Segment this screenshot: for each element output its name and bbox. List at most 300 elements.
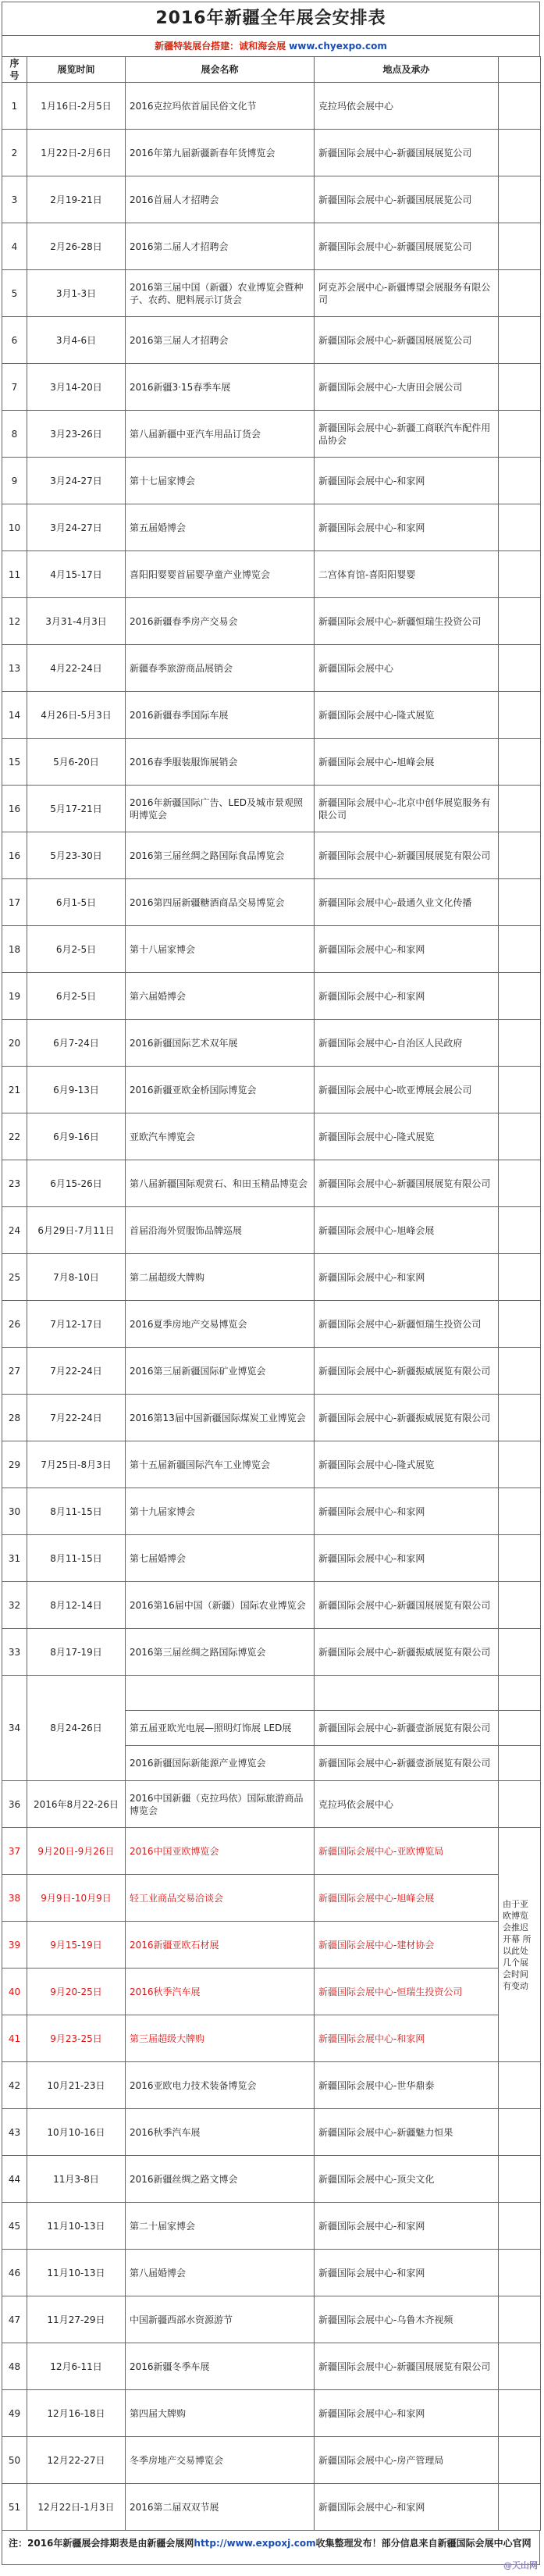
table-row xyxy=(2,1020,541,1067)
row-number: 9 xyxy=(2,458,27,504)
row-date: 11月3-8日 xyxy=(27,2156,126,2203)
row-venue-organizer: 新疆国际会展中心-新疆工商联汽车配件用品协会 xyxy=(315,411,499,458)
table-row xyxy=(2,1629,541,1676)
col-header-no: 序号 xyxy=(2,57,27,83)
row-number: 38 xyxy=(2,1875,27,1922)
col-header-place: 地点及承办 xyxy=(315,57,499,83)
table-row xyxy=(2,1301,541,1348)
row-venue-organizer: 新疆国际会展中心-隆式展览 xyxy=(315,692,499,739)
table-row xyxy=(2,411,541,458)
row-date: 12月22日-1月3日 xyxy=(27,2484,126,2531)
row-exhibition-name: 冬季房地产交易博览会 xyxy=(126,2437,315,2484)
row-venue-organizer: 新疆国际会展中心-旭峰会展 xyxy=(315,739,499,786)
row-note-cell xyxy=(499,130,541,176)
row-date: 10月21-23日 xyxy=(27,2062,126,2109)
row-note-cell xyxy=(499,2250,541,2296)
row-number: 4 xyxy=(2,223,27,270)
row-date: 6月7-24日 xyxy=(27,1020,126,1067)
row-venue-organizer: 新疆国际会展中心-新疆国展展览有限公司 xyxy=(315,2343,499,2390)
footer-note xyxy=(2,2531,540,2565)
row-exhibition-name: 2016首届人才招聘会 xyxy=(126,176,315,223)
row-exhibition-name: 2016第三届人才招聘会 xyxy=(126,317,315,364)
col-header-note xyxy=(499,57,541,83)
row-date: 7月12-17日 xyxy=(27,1301,126,1348)
table-row xyxy=(2,1395,541,1441)
row-date: 10月10-16日 xyxy=(27,2109,126,2156)
row-exhibition-name: 第八届新疆中亚汽车用品订货会 xyxy=(126,411,315,458)
row-exhibition-name: 第五届婚博会 xyxy=(126,504,315,551)
row-number: 46 xyxy=(2,2250,27,2296)
row-venue-organizer: 新疆国际会展中心-顶尖文化 xyxy=(315,2156,499,2203)
row-note-cell xyxy=(499,2390,541,2437)
row-venue-organizer: 新疆国际会展中心-和家网 xyxy=(315,2484,499,2531)
col-header-name: 展会名称 xyxy=(126,57,315,83)
row-date: 6月15-26日 xyxy=(27,1160,126,1207)
row-number: 5 xyxy=(2,270,27,317)
row-date: 1月22日-2月6日 xyxy=(27,130,126,176)
row-note-cell xyxy=(499,739,541,786)
row-note-cell xyxy=(499,1746,541,1781)
row-date: 3月1-3日 xyxy=(27,270,126,317)
table-row xyxy=(2,1582,541,1629)
row-exhibition-name: 2016第三届丝绸之路国际博览会 xyxy=(126,1629,315,1676)
row-note-cell xyxy=(499,2156,541,2203)
row-exhibition-name: 轻工业商品交易洽谈会 xyxy=(126,1875,315,1922)
row-date: 9月23-25日 xyxy=(27,2015,126,2062)
row-exhibition-name: 2016新疆冬季车展 xyxy=(126,2343,315,2390)
row-exhibition-name: 第三届超级大牌购 xyxy=(126,2015,315,2062)
row-venue-organizer: 新疆国际会展中心-新疆恒瑞生投资公司 xyxy=(315,598,499,645)
row-venue-organizer: 克拉玛依会展中心 xyxy=(315,83,499,130)
row-note-cell xyxy=(499,2109,541,2156)
row-exhibition-name: 第十七届家博会 xyxy=(126,458,315,504)
row-note-cell xyxy=(499,1067,541,1113)
row-venue-organizer: 新疆国际会展中心-新疆国展展览有限公司 xyxy=(315,1582,499,1629)
row-date: 11月27-29日 xyxy=(27,2296,126,2343)
table-row xyxy=(2,1488,541,1535)
row-exhibition-name xyxy=(126,1676,315,1711)
row-venue-organizer: 新疆国际会展中心-新疆国展展览公司 xyxy=(315,317,499,364)
table-row xyxy=(2,83,541,130)
row-note-cell xyxy=(499,1629,541,1676)
row-date: 2月26-28日 xyxy=(27,223,126,270)
row-note-cell xyxy=(499,973,541,1020)
table-row xyxy=(2,1781,541,1828)
row-number: 13 xyxy=(2,645,27,692)
row-note-cell xyxy=(499,1535,541,1582)
row-number: 7 xyxy=(2,364,27,411)
table-row xyxy=(2,504,541,551)
table-row xyxy=(2,879,541,926)
table-row xyxy=(2,1348,541,1395)
row-note-cell xyxy=(499,411,541,458)
row-note-cell xyxy=(499,1488,541,1535)
row-number: 34 xyxy=(2,1676,27,1781)
row-note-cell xyxy=(499,1395,541,1441)
row-date: 9月9日-10月9日 xyxy=(27,1875,126,1922)
row-number: 19 xyxy=(2,973,27,1020)
table-row xyxy=(2,1254,541,1301)
row-date: 9月15-19日 xyxy=(27,1922,126,1969)
table-row xyxy=(2,2343,541,2390)
row-venue-organizer: 克拉玛依会展中心 xyxy=(315,1781,499,1828)
row-exhibition-name: 第五届亚欧光电展—照明灯饰展 LED展 xyxy=(126,1711,315,1746)
row-venue-organizer: 新疆国际会展中心-自治区人民政府 xyxy=(315,1020,499,1067)
row-venue-organizer: 新疆国际会展中心-新疆魅力恒果 xyxy=(315,2109,499,2156)
row-exhibition-name: 第二届超级大牌购 xyxy=(126,1254,315,1301)
table-row xyxy=(2,2390,541,2437)
row-venue-organizer: 新疆国际会展中心-和家网 xyxy=(315,2203,499,2250)
row-exhibition-name: 2016夏季房地产交易博览会 xyxy=(126,1301,315,1348)
row-note-cell xyxy=(499,1676,541,1711)
table-row xyxy=(2,973,541,1020)
row-number: 41 xyxy=(2,2015,27,2062)
row-number: 14 xyxy=(2,692,27,739)
row-venue-organizer: 新疆国际会展中心-房产管理局 xyxy=(315,2437,499,2484)
table-row xyxy=(2,2109,541,2156)
row-number: 1 xyxy=(2,83,27,130)
schedule-sheet xyxy=(2,2,540,2565)
row-date: 6月2-5日 xyxy=(27,926,126,973)
table-row xyxy=(2,2203,541,2250)
row-venue-organizer: 新疆国际会展中心-建材协会 xyxy=(315,1922,499,1969)
table-row xyxy=(2,1441,541,1488)
row-number: 37 xyxy=(2,1828,27,1875)
row-number: 29 xyxy=(2,1441,27,1488)
subtitle-text: 新疆特装展台搭建：诚和海会展 xyxy=(155,41,286,52)
row-exhibition-name: 2016新疆国际艺术双年展 xyxy=(126,1020,315,1067)
row-date: 6月1-5日 xyxy=(27,879,126,926)
row-date: 5月23-30日 xyxy=(27,832,126,879)
row-note-cell xyxy=(499,551,541,598)
table-row xyxy=(2,926,541,973)
row-exhibition-name: 2016新疆亚欧石材展 xyxy=(126,1922,315,1969)
row-note-cell xyxy=(499,176,541,223)
row-note-cell xyxy=(499,1301,541,1348)
footer-suffix: 收集整理发布！部分信息来自新疆国际会展中心官网 xyxy=(315,2538,532,2549)
row-number: 36 xyxy=(2,1781,27,1828)
row-venue-organizer: 新疆国际会展中心-和家网 xyxy=(315,2250,499,2296)
row-venue-organizer: 新疆国际会展中心-新疆壹浙展览有限公司 xyxy=(315,1746,499,1781)
row-number: 43 xyxy=(2,2109,27,2156)
row-exhibition-name: 2016第三届中国（新疆）农业博览会暨种子、农药、肥料展示订货会 xyxy=(126,270,315,317)
row-venue-organizer: 新疆国际会展中心-大唐田会展公司 xyxy=(315,364,499,411)
row-exhibition-name: 2016中国新疆（克拉玛依）国际旅游商品博览会 xyxy=(126,1781,315,1828)
row-number: 27 xyxy=(2,1348,27,1395)
row-note-cell xyxy=(499,2062,541,2109)
row-exhibition-name: 第十五届新疆国际汽车工业博览会 xyxy=(126,1441,315,1488)
table-row xyxy=(2,598,541,645)
row-date: 2月19-21日 xyxy=(27,176,126,223)
row-note-cell xyxy=(499,692,541,739)
row-number: 40 xyxy=(2,1969,27,2015)
row-venue-organizer: 新疆国际会展中心-新疆壹浙展览有限公司 xyxy=(315,1711,499,1746)
row-date: 11月10-13日 xyxy=(27,2250,126,2296)
row-number: 47 xyxy=(2,2296,27,2343)
row-number: 3 xyxy=(2,176,27,223)
row-date: 12月16-18日 xyxy=(27,2390,126,2437)
row-venue-organizer: 新疆国际会展中心-新疆国展展览公司 xyxy=(315,176,499,223)
row-exhibition-name: 2016新疆丝绸之路文博会 xyxy=(126,2156,315,2203)
row-date: 9月20日-9月26日 xyxy=(27,1828,126,1875)
row-note-cell xyxy=(499,1441,541,1488)
row-date: 3月24-27日 xyxy=(27,458,126,504)
row-number: 49 xyxy=(2,2390,27,2437)
row-exhibition-name: 2016第四届新疆糖酒商品交易博览会 xyxy=(126,879,315,926)
row-note-cell xyxy=(499,2296,541,2343)
table-body-part2 xyxy=(2,1781,541,2531)
row-number: 16 xyxy=(2,832,27,879)
row-number: 33 xyxy=(2,1629,27,1676)
table-header xyxy=(2,57,541,83)
row-exhibition-name: 第十九届家博会 xyxy=(126,1488,315,1535)
row-date: 3月4-6日 xyxy=(27,317,126,364)
row-venue-organizer: 新疆国际会展中心-新疆恒瑞生投资公司 xyxy=(315,1301,499,1348)
row-venue-organizer: 新疆国际会展中心-和家网 xyxy=(315,1488,499,1535)
table-row xyxy=(2,2015,541,2062)
row-number: 15 xyxy=(2,739,27,786)
table-row xyxy=(2,1535,541,1582)
row-exhibition-name: 2016第三届新疆国际矿业博览会 xyxy=(126,1348,315,1395)
row-number: 12 xyxy=(2,598,27,645)
row-exhibition-name: 亚欧汽车博览会 xyxy=(126,1113,315,1160)
row-venue-organizer: 新疆国际会展中心-旭峰会展 xyxy=(315,1207,499,1254)
table-row xyxy=(2,223,541,270)
row-date: 11月10-13日 xyxy=(27,2203,126,2250)
table-row xyxy=(2,1828,541,1875)
row-note-cell xyxy=(499,270,541,317)
row-exhibition-name: 2016秋季汽车展 xyxy=(126,1969,315,2015)
table-row xyxy=(2,1160,541,1207)
row-note-cell xyxy=(499,1711,541,1746)
footer-url[interactable]: http://www.expoxj.com xyxy=(194,2538,316,2549)
row-venue-organizer: 新疆国际会展中心-和家网 xyxy=(315,458,499,504)
row-exhibition-name: 2016新疆春季房产交易会 xyxy=(126,598,315,645)
row-venue-organizer: 新疆国际会展中心-新疆国展展览公司 xyxy=(315,223,499,270)
table-row xyxy=(2,364,541,411)
row-date: 5月17-21日 xyxy=(27,786,126,832)
row-exhibition-name: 2016第13届中国新疆国际煤炭工业博览会 xyxy=(126,1395,315,1441)
row-number: 2 xyxy=(2,130,27,176)
row-date: 3月23-26日 xyxy=(27,411,126,458)
row-exhibition-name: 第二十届家博会 xyxy=(126,2203,315,2250)
row-date: 4月15-17日 xyxy=(27,551,126,598)
row-number: 21 xyxy=(2,1067,27,1113)
row-number: 18 xyxy=(2,926,27,973)
row-date: 12月22-27日 xyxy=(27,2437,126,2484)
table-row xyxy=(2,176,541,223)
row-note-cell xyxy=(499,1254,541,1301)
row-venue-organizer: 新疆国际会展中心-新疆国展展览有限公司 xyxy=(315,1160,499,1207)
row-date: 8月11-15日 xyxy=(27,1535,126,1582)
row-exhibition-name: 2016第二届人才招聘会 xyxy=(126,223,315,270)
row-date: 9月20-25日 xyxy=(27,1969,126,2015)
row-exhibition-name: 第七届婚博会 xyxy=(126,1535,315,1582)
footer-prefix: 注：2016年新疆展会排期表是由新疆会展网 xyxy=(9,2538,194,2549)
row-exhibition-name: 2016新疆国际新能源产业博览会 xyxy=(126,1746,315,1781)
row-venue-organizer: 新疆国际会展中心 xyxy=(315,645,499,692)
table-row xyxy=(2,645,541,692)
row-venue-organizer xyxy=(315,1676,499,1711)
row-date: 3月31-4月3日 xyxy=(27,598,126,645)
row-venue-organizer: 新疆国际会展中心-和家网 xyxy=(315,926,499,973)
row-date: 6月9-16日 xyxy=(27,1113,126,1160)
row-note-cell xyxy=(499,1781,541,1828)
row-note-cell xyxy=(499,832,541,879)
table-row xyxy=(2,1067,541,1113)
row-note-cell xyxy=(499,2484,541,2531)
row-venue-organizer: 新疆国际会展中心-新疆振威展览有限公司 xyxy=(315,1629,499,1676)
row-exhibition-name: 第四届大牌购 xyxy=(126,2390,315,2437)
table-row xyxy=(2,270,541,317)
table-row xyxy=(2,2484,541,2531)
row-date: 3月14-20日 xyxy=(27,364,126,411)
table-row xyxy=(2,1922,541,1969)
subtitle-url[interactable]: www.chyexpo.com xyxy=(289,41,387,52)
row-date: 3月24-27日 xyxy=(27,504,126,551)
row-number: 32 xyxy=(2,1582,27,1629)
row-date: 6月2-5日 xyxy=(27,973,126,1020)
row-exhibition-name: 2016新疆3·15春季车展 xyxy=(126,364,315,411)
row-exhibition-name: 新疆春季旅游商品展销会 xyxy=(126,645,315,692)
table-row xyxy=(2,1969,541,2015)
row-exhibition-name: 2016新疆亚欧金桥国际博览会 xyxy=(126,1067,315,1113)
row-venue-organizer: 新疆国际会展中心-和家网 xyxy=(315,504,499,551)
table-row xyxy=(2,1875,541,1922)
row-venue-organizer: 新疆国际会展中心-新疆国展展览公司 xyxy=(315,130,499,176)
row-number: 30 xyxy=(2,1488,27,1535)
row-exhibition-name: 2016第三届丝绸之路国际食品博览会 xyxy=(126,832,315,879)
row-note-cell xyxy=(499,1348,541,1395)
row-number: 25 xyxy=(2,1254,27,1301)
row-date: 4月22-24日 xyxy=(27,645,126,692)
table-row xyxy=(2,2062,541,2109)
row-exhibition-name: 2016秋季汽车展 xyxy=(126,2109,315,2156)
row-number: 42 xyxy=(2,2062,27,2109)
row-number: 6 xyxy=(2,317,27,364)
row-note-cell xyxy=(499,223,541,270)
row-number: 20 xyxy=(2,1020,27,1067)
row-number: 10 xyxy=(2,504,27,551)
row-number: 44 xyxy=(2,2156,27,2203)
row-exhibition-name: 中国新疆西部水资源游节 xyxy=(126,2296,315,2343)
table-row xyxy=(2,786,541,832)
row-exhibition-name: 2016亚欧电力技术装备博览会 xyxy=(126,2062,315,2109)
row-date: 5月6-20日 xyxy=(27,739,126,786)
row-venue-organizer: 新疆国际会展中心-最通久业文化传播 xyxy=(315,879,499,926)
table-row xyxy=(2,317,541,364)
row-note-cell xyxy=(499,1020,541,1067)
row-exhibition-name: 第十八届家博会 xyxy=(126,926,315,973)
row-number: 48 xyxy=(2,2343,27,2390)
table-row xyxy=(2,2296,541,2343)
row-date: 7月22-24日 xyxy=(27,1395,126,1441)
subtitle xyxy=(2,35,540,56)
row-number: 23 xyxy=(2,1160,27,1207)
row-note-cell xyxy=(499,364,541,411)
row-exhibition-name: 2016新疆春季国际车展 xyxy=(126,692,315,739)
row-date: 4月26日-5月3日 xyxy=(27,692,126,739)
table-row xyxy=(2,2250,541,2296)
row-note-cell xyxy=(499,926,541,973)
row-exhibition-name: 2016第16届中国（新疆）国际农业博览会 xyxy=(126,1582,315,1629)
row-number: 28 xyxy=(2,1395,27,1441)
row-note-cell xyxy=(499,458,541,504)
row-note-cell xyxy=(499,645,541,692)
row-date: 8月11-15日 xyxy=(27,1488,126,1535)
table-row xyxy=(2,1113,541,1160)
row-date: 8月17-19日 xyxy=(27,1629,126,1676)
row-venue-organizer: 新疆国际会展中心-和家网 xyxy=(315,1535,499,1582)
table-row xyxy=(2,458,541,504)
row-note-cell xyxy=(499,1113,541,1160)
schedule-table xyxy=(2,56,541,2531)
page-title: 2016年新疆全年展会安排表 xyxy=(2,2,540,35)
row-note-cell xyxy=(499,2437,541,2484)
row-number: 16 xyxy=(2,786,27,832)
table-row xyxy=(2,692,541,739)
table-row xyxy=(2,130,541,176)
row-exhibition-name: 2016年第九届新疆新春年货博览会 xyxy=(126,130,315,176)
row-number: 50 xyxy=(2,2437,27,2484)
row-date: 6月9-13日 xyxy=(27,1067,126,1113)
row-date: 8月24-26日 xyxy=(27,1676,126,1781)
row-number: 17 xyxy=(2,879,27,926)
row-note-cell xyxy=(499,1582,541,1629)
row-exhibition-name: 2016春季服装服饰展销会 xyxy=(126,739,315,786)
table-row xyxy=(2,2156,541,2203)
row-note-cell xyxy=(499,1207,541,1254)
row-number: 8 xyxy=(2,411,27,458)
row-exhibition-name: 第八届婚博会 xyxy=(126,2250,315,2296)
row-note-cell xyxy=(499,2203,541,2250)
row-venue-organizer: 新疆国际会展中心-新疆振威展览有限公司 xyxy=(315,1348,499,1395)
row-note-cell xyxy=(499,598,541,645)
row-date: 1月16日-2月5日 xyxy=(27,83,126,130)
row-venue-organizer: 新疆国际会展中心-亚欧博览局 xyxy=(315,1828,499,1875)
row-number: 45 xyxy=(2,2203,27,2250)
watermark: @天山网 xyxy=(503,2560,538,2571)
row-exhibition-name: 第六届婚博会 xyxy=(126,973,315,1020)
row-exhibition-name: 2016克拉玛依首届民俗文化节 xyxy=(126,83,315,130)
row-venue-organizer: 新疆国际会展中心-旭峰会展 xyxy=(315,1875,499,1922)
table-row xyxy=(2,832,541,879)
table-row xyxy=(2,1676,541,1711)
row-number: 24 xyxy=(2,1207,27,1254)
row-exhibition-name: 第八届新疆国际观赏石、和田玉精品博览会 xyxy=(126,1160,315,1207)
row-note-cell xyxy=(499,879,541,926)
row-exhibition-name: 喜阳阳婴婴首届婴孕童产业博览会 xyxy=(126,551,315,598)
row-date: 7月8-10日 xyxy=(27,1254,126,1301)
table-body-part1 xyxy=(2,83,541,1781)
row-venue-organizer: 新疆国际会展中心-和家网 xyxy=(315,2390,499,2437)
row-exhibition-name: 2016第二届双双节展 xyxy=(126,2484,315,2531)
row-date: 8月12-14日 xyxy=(27,1582,126,1629)
row-date: 6月29日-7月11日 xyxy=(27,1207,126,1254)
row-exhibition-name: 2016年新疆国际广告、LED及城市景观照明博览会 xyxy=(126,786,315,832)
row-number: 39 xyxy=(2,1922,27,1969)
row-note-cell xyxy=(499,786,541,832)
row-number: 22 xyxy=(2,1113,27,1160)
row-venue-organizer: 二宫体育馆-喜阳阳婴婴 xyxy=(315,551,499,598)
table-row xyxy=(2,1207,541,1254)
row-venue-organizer: 新疆国际会展中心-北京中创华展览服务有限公司 xyxy=(315,786,499,832)
row-venue-organizer: 新疆国际会展中心-和家网 xyxy=(315,973,499,1020)
row-venue-organizer: 新疆国际会展中心-和家网 xyxy=(315,2015,499,2062)
row-note-cell xyxy=(499,504,541,551)
schedule-change-note: 由于亚欧博览会推迟开幕 所以此处几个展会时间有变动 xyxy=(499,1828,541,2062)
row-date: 7月25日-8月3日 xyxy=(27,1441,126,1488)
